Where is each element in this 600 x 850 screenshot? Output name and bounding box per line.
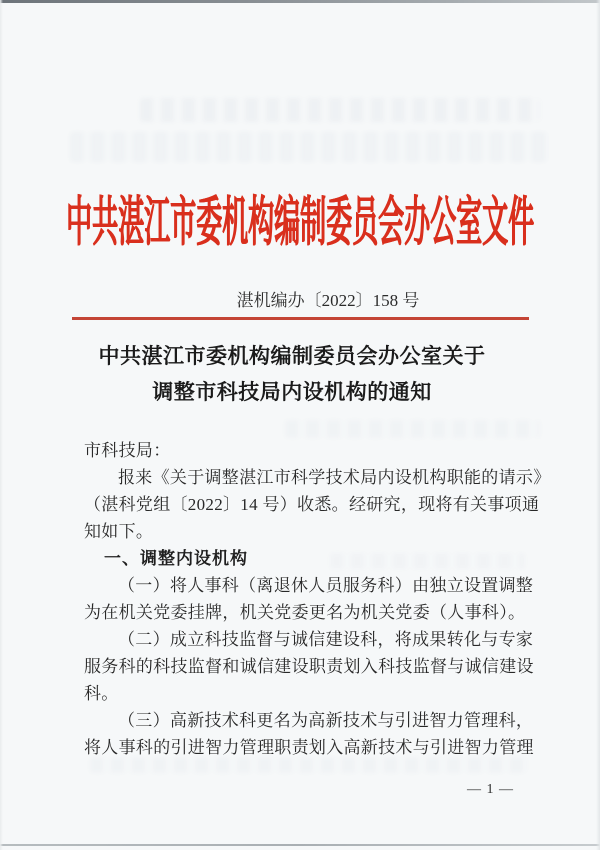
salutation: 市科技局： (84, 441, 171, 460)
doc-title-line1: 中共湛江市委机构编制委员会办公室关于 (98, 344, 486, 368)
body-line: 服务科的科技监督和诚信建设职责划入科技监督与诚信建设 (84, 657, 534, 676)
body-line: （一）将人事科（离退休人员服务科）由独立设置调整 (118, 576, 534, 595)
scan-bottom-edge-artifact (0, 844, 600, 846)
body-line: 知如下。 (84, 522, 154, 541)
doc-number-row (0, 286, 600, 311)
body-line: 报来《关于调整湛江市科学技术局内设机构职能的请示》 (118, 468, 551, 487)
scan-bleed-artifact (140, 98, 540, 122)
body-line: 科。 (84, 684, 119, 703)
scan-bleed-artifact (70, 132, 550, 162)
body-line: 为在机关党委挂牌，机关党委更名为机关党委（人事科）。 (84, 603, 526, 622)
letterhead-title: 中共湛江市委机构编制委员会办公室文件 (65, 192, 534, 252)
section-heading: 一、调整内设机构 (104, 549, 248, 568)
scan-left-edge-artifact (0, 0, 3, 850)
body-line: （三）高新技术科更名为高新技术与引进智力管理科， (118, 711, 534, 730)
doc-title-line2: 调整市科技局内设机构的通知 (152, 380, 432, 404)
body-line: （湛科党组〔2022〕14 号）收悉。经研究，现将有关事项通 (84, 495, 540, 514)
doc-body (84, 437, 551, 761)
page-number: — 1 — (467, 782, 514, 797)
red-separator-rule (72, 317, 529, 320)
doc-title (0, 338, 592, 410)
body-line: 将人事科的引进智力管理职责划入高新技术与引进智力管理 (84, 738, 534, 757)
scan-top-edge-artifact (0, 0, 600, 3)
scan-bleed-artifact (285, 420, 540, 438)
letterhead (0, 188, 600, 252)
body-line: （二）成立科技监督与诚信建设科，将成果转化与专家 (118, 630, 534, 649)
doc-number: 湛机编办〔2022〕158 号 (236, 291, 420, 310)
scan-right-edge-artifact (596, 0, 600, 850)
